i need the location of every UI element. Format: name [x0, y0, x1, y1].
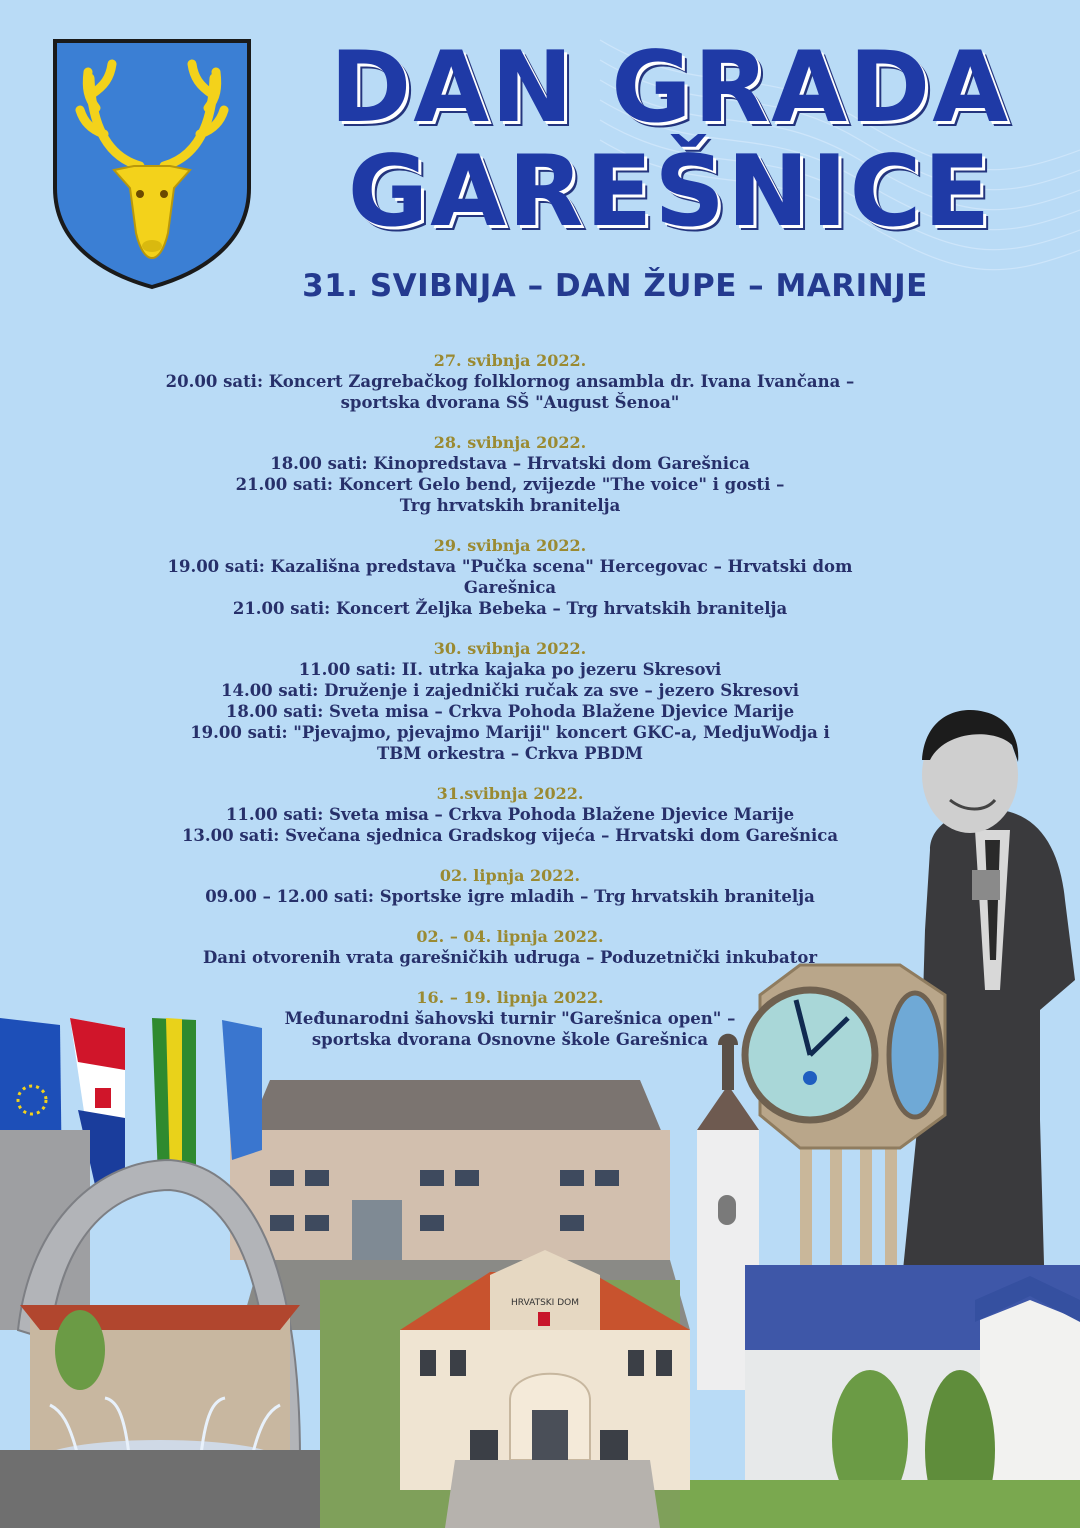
program-date: 02. – 04. lipnja 2022. — [416, 927, 604, 946]
program-date: 27. svibnja 2022. — [433, 351, 587, 370]
program-line: TBM orkestra – Crkva PBDM — [376, 744, 644, 763]
program-line: 19.00 sati: "Pjevajmo, pjevajmo Mariji" koncert GKC-a, MedjuWodja i — [190, 723, 830, 742]
title-line-2: GAREŠNICE — [347, 135, 993, 249]
program-line: Garešnica — [463, 578, 557, 597]
program-line: Dani otvorenih vrata garešničkih udruga – Poduzetnički inkubator — [202, 948, 818, 967]
building-sign: HRVATSKI DOM — [511, 1298, 579, 1308]
program-date: 16. – 19. lipnja 2022. — [416, 988, 604, 1007]
program-line: 14.00 sati: Druženje i zajednički ručak za sve – jezero Skresovi — [220, 681, 799, 700]
program-line: 11.00 sati: II. utrka kajaka po jezeru Skresovi — [298, 660, 722, 679]
title-line-1: DAN GRADA — [329, 31, 1011, 145]
program-line: 09.00 – 12.00 sati: Sportske igre mladih – Trg hrvatskih branitelja — [205, 887, 815, 906]
program-line: 21.00 sati: Koncert Željka Bebeka – Trg hrvatskih branitelja — [232, 599, 788, 618]
program-line: Trg hrvatskih branitelja — [399, 496, 621, 515]
program-line: Međunarodni šahovski turnir "Garešnica open" – — [284, 1009, 736, 1028]
program-date: 02. lipnja 2022. — [439, 866, 581, 885]
program-date: 29. svibnja 2022. — [433, 536, 587, 555]
program-line: sportska dvorana SŠ "August Šenoa" — [340, 393, 680, 412]
program-date: 31.svibnja 2022. — [436, 784, 584, 803]
program-line: 21.00 sati: Koncert Gelo bend, zvijezde "The voice" i gosti – — [235, 475, 785, 494]
program-line: 19.00 sati: Kazališna predstava "Pučka scena" Hercegovac – Hrvatski dom — [167, 557, 853, 576]
program-line: 20.00 sati: Koncert Zagrebačkog folklornog ansambla dr. Ivana Ivančana – — [165, 372, 855, 391]
program-date: 28. svibnja 2022. — [433, 433, 587, 452]
program-line: 18.00 sati: Kinopredstava – Hrvatski dom Garešnica — [270, 454, 750, 473]
program-line: 18.00 sati: Sveta misa – Crkva Pohoda Blažene Djevice Marije — [225, 702, 795, 721]
program-line: sportska dvorana Osnovne škole Garešnica — [311, 1030, 709, 1049]
hrvatski-dom-photo — [320, 1250, 690, 1528]
program-line: 13.00 sati: Svečana sjednica Gradskog vijeća – Hrvatski dom Garešnica — [181, 826, 839, 845]
program-date: 30. svibnja 2022. — [433, 639, 587, 658]
subtitle: 31. SVIBNJA – DAN ŽUPE – MARINJE — [302, 268, 928, 304]
program-line: 11.00 sati: Sveta misa – Crkva Pohoda Blažene Djevice Marije — [225, 805, 795, 824]
